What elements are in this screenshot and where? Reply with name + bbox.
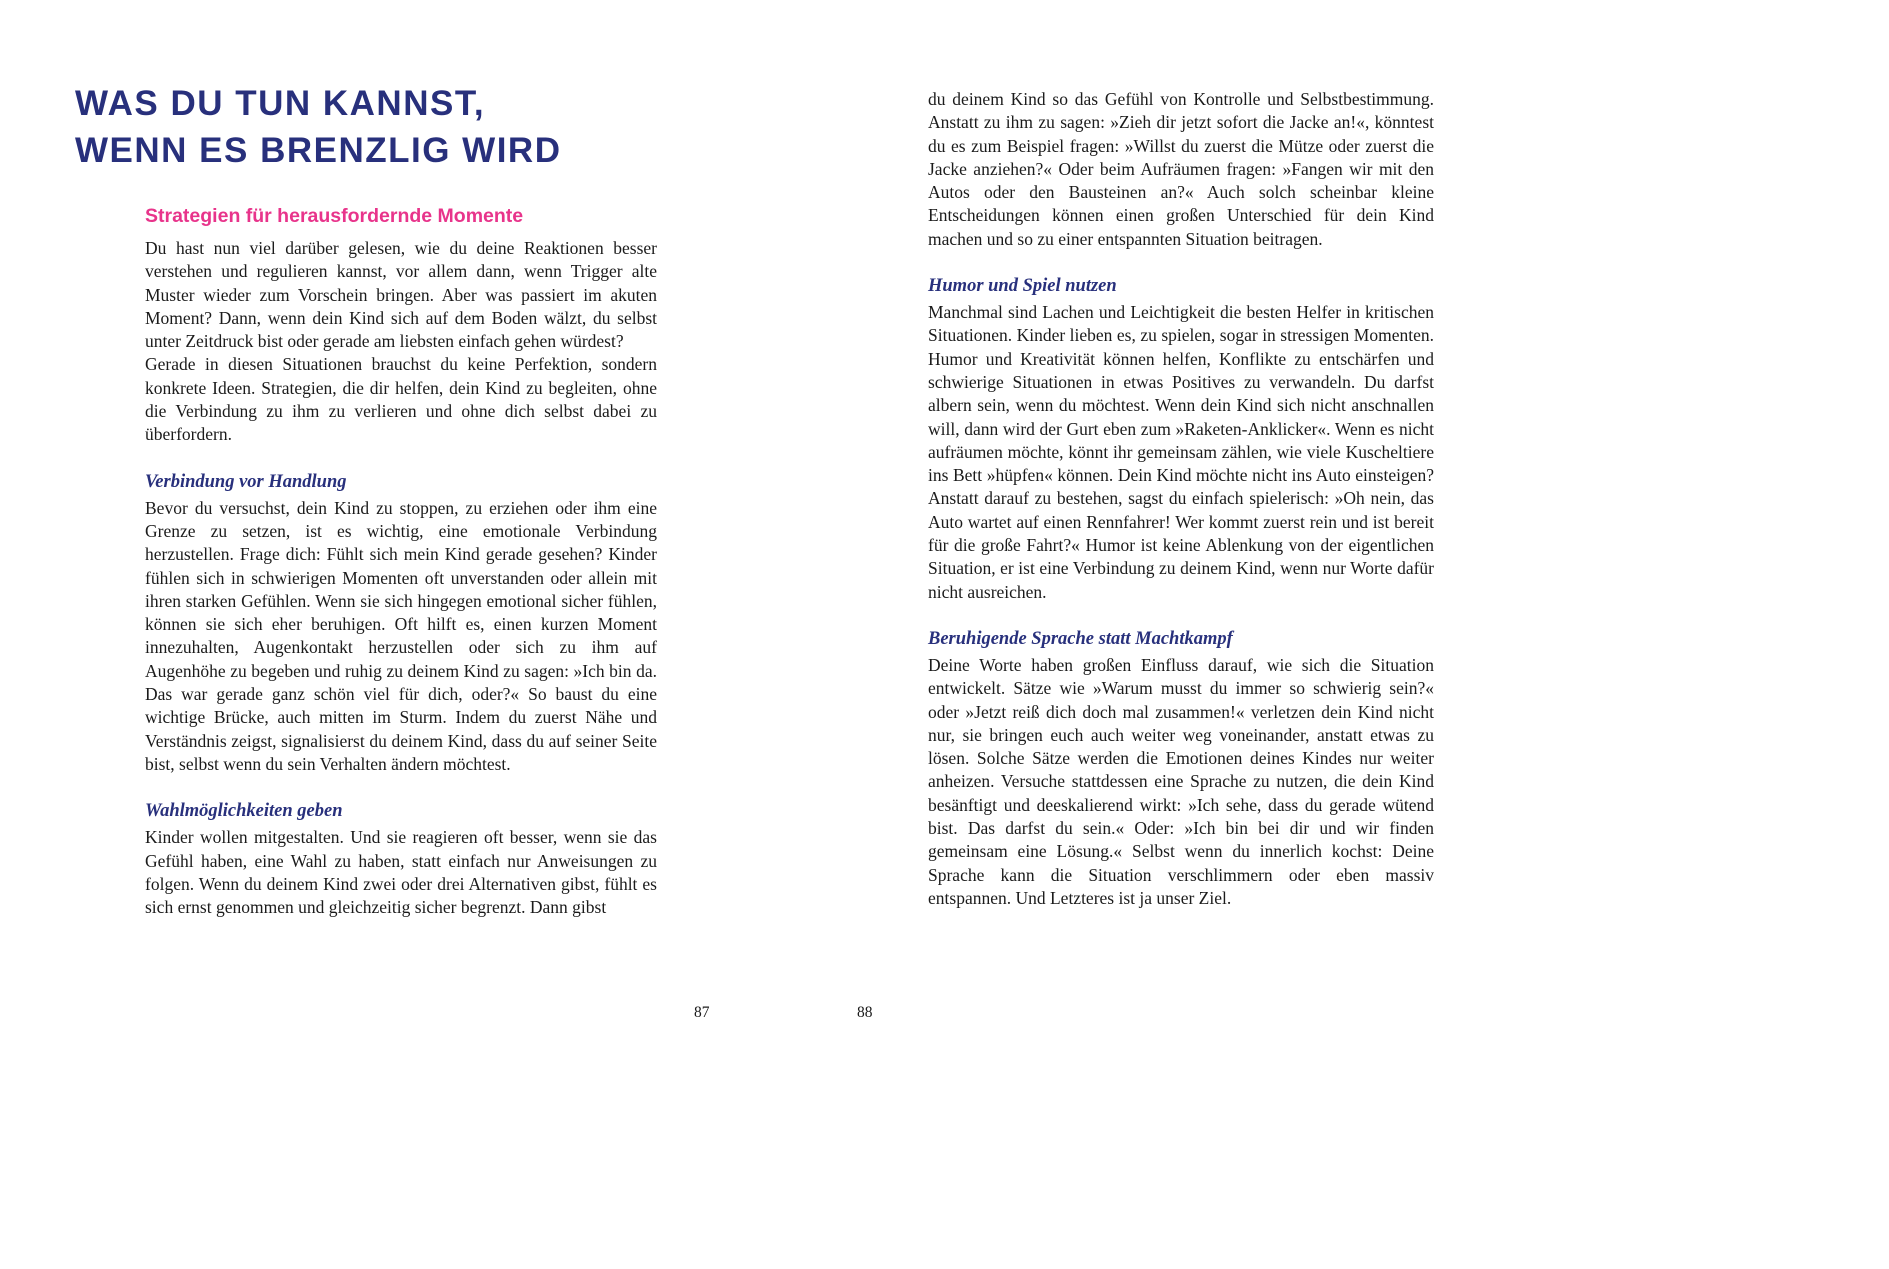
page-number-right: 88 xyxy=(857,1004,873,1021)
chapter-title xyxy=(75,80,561,174)
body-paragraph: Du hast nun viel darüber gelesen, wie du deine Reaktionen besser verstehen und regulieren kannst, vor allem dann, wenn Trigger alte Muster wieder zum Vorschein bringen. Aber was passiert im akuten Moment? Dann, wenn dein Kind sich auf dem Boden wälzt, du selbst unter Zeitdruck bist oder gerade am liebsten einfach gehen würdest? xyxy=(145,238,657,352)
right-page-text-column xyxy=(928,88,1434,910)
body-paragraph: Gerade in diesen Situationen brauchst du keine Perfektion, sondern konkrete Ideen. Strategien, die dir helfen, dein Kind zu begleiten, ohne die Verbindung zu ihm zu verlieren und ohne dich selbst dabei zu überfordern. xyxy=(145,354,657,445)
intro-section-heading: Strategien für herausfordernde Momente xyxy=(145,205,524,227)
body-paragraph: Bevor du versuchst, dein Kind zu stoppen, zu erziehen oder ihm eine Grenze zu setzen, ist es wichtig, eine emotionale Verbindung herzustellen. Frage dich: Fühlt sich mein Kind gerade gesehen? Kinder fühlen sich in schwierigen Momenten oft unverstanden oder allein mit ihren starken Gefühlen. Wenn sie sich hingegen emotional sicher fühlen, können sie sich eher beruhigen. Oft hilft es, einen kurzen Moment innezuhalten, Augenkontakt herzustellen oder sich zu ihm auf Augenhöhe zu begeben und ruhig zu deinem Kind zu sagen: »Ich bin da. Das war gerade ganz schön viel für dich, oder?« So baust du eine wichtige Brücke, auch mitten im Sturm. Indem du zuerst Nähe und Verständnis zeigst, signalisierst du deinem Kind, dass du auf seiner Seite bist, selbst wenn du sein Verhalten ändern möchtest. xyxy=(145,497,657,774)
subheading-beruhigende-sprache: Beruhigende Sprache statt Machtkampf xyxy=(928,628,1233,649)
page-number-left: 87 xyxy=(694,1004,710,1021)
chapter-title-line-2: WENN ES BRENZLIG WIRD xyxy=(75,131,562,170)
subheading-wahlmoeglichkeiten-geben: Wahlmöglichkeiten geben xyxy=(145,801,343,822)
subheading-humor-und-spiel-nutzen: Humor und Spiel nutzen xyxy=(928,276,1117,297)
body-paragraph: Kinder wollen mitgestalten. Und sie reagieren oft besser, wenn sie das Gefühl haben, eine Wahl zu haben, statt einfach nur Anweisungen zu folgen. Wenn du deinem Kind zwei oder drei Alternativen gibst, fühlt es sich ernst genommen und gleichzeitig sicher begrenzt. Dann gibst xyxy=(145,827,657,918)
body-paragraph: Deine Worte haben großen Einfluss darauf, wie sich die Situation entwickelt. Sätze wie »Warum musst du immer so schwierig sein?« oder »Jetzt reiß dich doch mal zusammen!« verletzen dein Kind nicht nur, sie bringen euch auch weiter weg voneinander, anstatt etwas zu lösen. Solche Sätze werden die Emotionen deines Kindes nur weiter anheizen. Versuche stattdessen eine Sprache zu nutzen, die dein Kind besänftigt und deeskalierend wirkt: »Ich sehe, dass du gerade wütend bist. Das darfst du sein.« Oder: »Ich bin bei dir und wir finden gemeinsam eine Lösung.« Selbst wenn du innerlich kochst: Deine Sprache kann die Situation verschlimmern oder eben massiv entspannen. Und Letzteres ist ja unser Ziel. xyxy=(928,654,1434,908)
left-page-text-column xyxy=(145,204,657,919)
chapter-title-line-1: WAS DU TUN KANNST, xyxy=(75,84,486,123)
body-paragraph: Manchmal sind Lachen und Leichtigkeit die besten Helfer in kritischen Situationen. Kinder lieben es, zu spielen, sogar in stressigen Momenten. Humor und Kreativität können helfen, Konflikte zu entschärfen und schwierige Situationen in etwas Positives zu verwandeln. Du darfst albern sein, wenn du möchtest. Wenn dein Kind sich nicht anschnallen will, dann wird der Gurt eben zum »Raketen-Anklicker«. Wenn es nicht aufräumen möchte, könnt ihr gemeinsam zählen, wie viele Kuscheltiere ins Bett »hüpfen« können. Dein Kind möchte nicht ins Auto einsteigen? Anstatt darauf zu bestehen, sagst du einfach spielerisch: »Oh nein, das Auto wartet auf einen Rennfahrer! Wer kommt zuerst rein und ist bereit für die große Fahrt?« Humor ist keine Ablenkung von der eigentlichen Situation, er ist eine Verbindung zu deinem Kind, wenn nur Worte dafür nicht ausreichen. xyxy=(928,302,1434,602)
subheading-verbindung-vor-handlung: Verbindung vor Handlung xyxy=(145,471,347,492)
body-paragraph: du deinem Kind so das Gefühl von Kontrolle und Selbstbestimmung. Anstatt zu ihm zu sagen: »Zieh dir jetzt sofort die Jacke an!«, könntest du es zum Beispiel fragen: »Willst du zuerst die Mütze oder zuerst die Jacke anziehen?« Oder beim Aufräumen fragen: »Fangen wir mit den Autos oder den Bausteinen an?« Auch solch scheinbar kleine Entscheidungen können einen großen Unterschied für dein Kind machen und so zu einer entspannten Situation beitragen. xyxy=(928,89,1434,249)
